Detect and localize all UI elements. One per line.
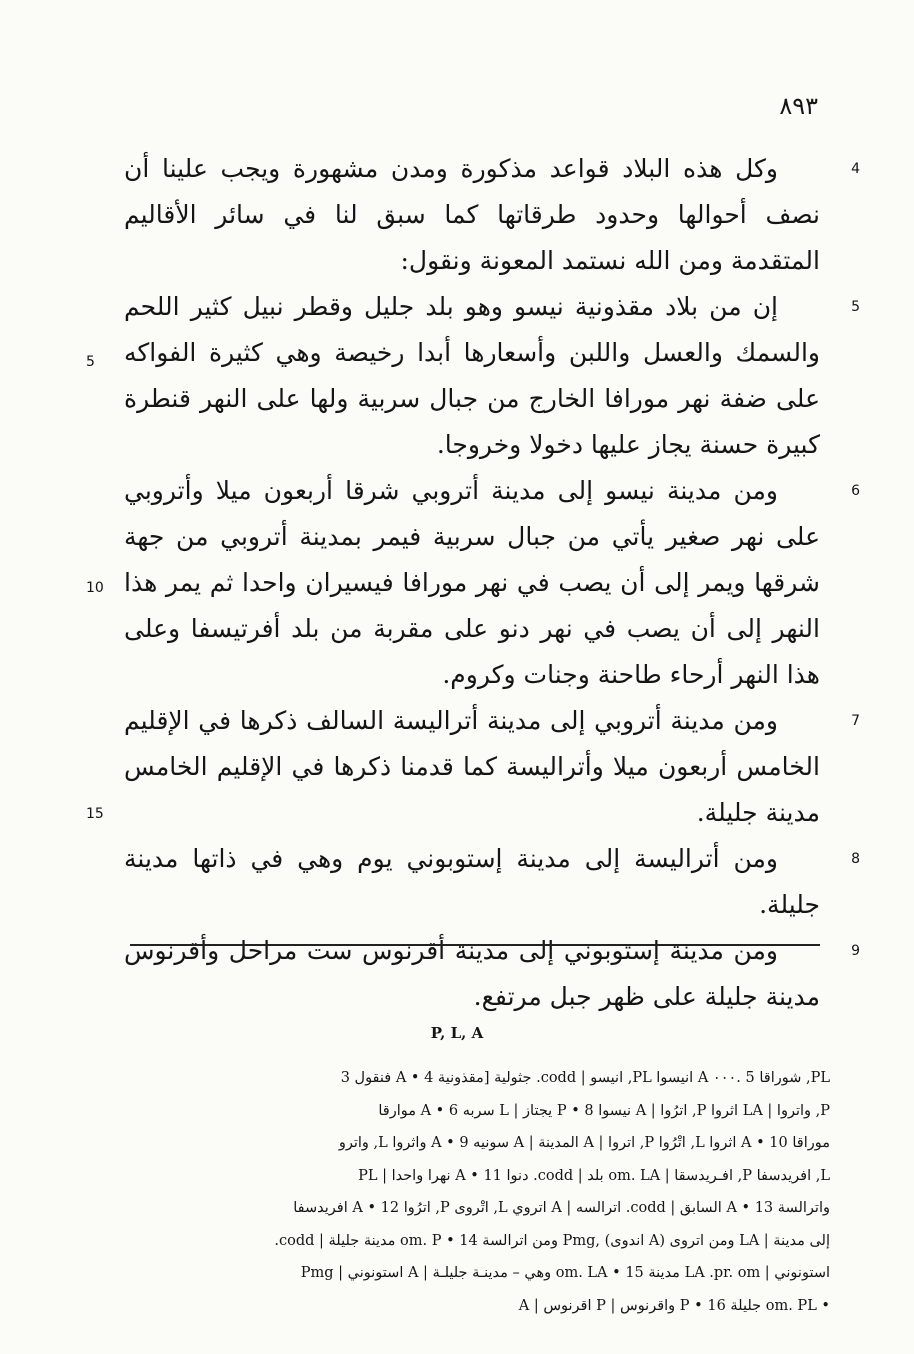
apparatus-line: P, واتروا | LA اثروا P, اترُوا | A نيسوا 8 • P يجتاز | L سربه 6 • A موارقا [378,1102,830,1119]
paragraph-text: ومن مدينة إستوبوني إلى مدينة أقرنوس ست مراحل وأقرنوس مدينة جليلة على ظهر جبل مرتفع. [124,936,820,1011]
apparatus-line: L, افريدسفا P, افـريدسقا | om. LA بلد | codd. دنوا 11 • A نهرا واحدا | PL [358,1167,830,1184]
paragraph-number: 6 [851,483,860,499]
paragraph-number: 8 [851,851,860,867]
footnote-divider [130,944,820,946]
paragraph-text: ومن مدينة أتروبي إلى مدينة أتراليسة السالف ذكرها في الإقليم الخامس أربعون ميلا وأتراليسة كما قدمنا ذكرها في الإقليم الخامس مدينة جليلة. [124,706,820,827]
main-text [124,146,860,1020]
line-marker: 15 [86,806,104,822]
paragraph [124,928,860,1020]
paragraph-number: 5 [851,299,860,315]
paragraph-number: 7 [851,713,860,729]
page-number: ٨٩٣ [779,92,818,120]
paragraph-number: 9 [851,943,860,959]
paragraph-text: إن من بلاد مقذونية نيسو وهو بلد جليل وقطر نبيل كثير اللحم والسمك والعسل واللبن وأسعارها أبدا رخيصة وهي كثيرة الفواكه على ضفة نهر مورافا الخارج من جبال سربية ولها على النهر قنطرة كبيرة حسنة يجاز عليها دخولا وخروجا. [124,292,820,459]
apparatus-line: PL, شوراقا 5 .٠٠٠ A انيسوا PL, انيسو | codd. جثولية [مقذونية 4 • A فنقول 3 [340,1070,830,1086]
paragraph-text: ومن مدينة نيسو إلى مدينة أتروبي شرقا أربعون ميلا وأتروبي على نهر صغير يأتي من جبال سربية فيمر بمدينة أتروبي من جهة شرقها ويمر إلى أن يصب في نهر مورافا فيسيران واحدا ثم يمر هذا النهر إلى أن يصب في نهر دنو على مقربة من بلد أفرتيسفا وعلى هذا النهر أرحاء طاحنة وجنات وكروم. [124,476,820,689]
apparatus-line: إلى مدينة | LA ومن اتروى (A اندوى) ,Pmg ومن اترالسة 14 • om. P مدينة جليلة | codd. [274,1232,830,1249]
paragraph [124,468,860,698]
line-marker: 10 [86,580,104,596]
critical-apparatus [128,1062,830,1322]
apparatus-line: استونوني | LA .pr. om مدينة 15 • om. LA وهي – مدينـة جليلـة | A استونوني | Pmg [300,1265,830,1281]
paragraph-text: ومن أتراليسة إلى مدينة إستوبوني يوم وهي في ذاتها مدينة جليلة. [124,844,820,919]
apparatus-title: P, L, A [430,1024,484,1042]
apparatus-line: • om. PL جليلة 16 • P واقرنوس | P اقرنوس | A [518,1297,830,1314]
paragraph [124,284,860,468]
paragraph [124,836,860,928]
apparatus-line: واترالسة 13 • A السابق | codd. اترالسه | A اتروي L, اتْروى P, اترُوا 12 • A افريدسفا [293,1200,830,1216]
line-marker: 5 [86,354,95,370]
apparatus-line: موراقا 10 • A اثروا L, اتْرُوا P, اتروا | A المدينة | A سونيه 9 • A واثروا L, واترو [338,1135,830,1151]
paragraph [124,146,860,284]
paragraph-number: 4 [851,161,860,177]
paragraph-text: وكل هذه البلاد قواعد مذكورة ومدن مشهورة ويجب علينا أن نصف أحوالها وحدود طرقاتها كما سبق لنا في سائر الأقاليم المتقدمة ومن الله نستمد المعونة ونقول: [124,154,820,275]
paragraph [124,698,860,836]
